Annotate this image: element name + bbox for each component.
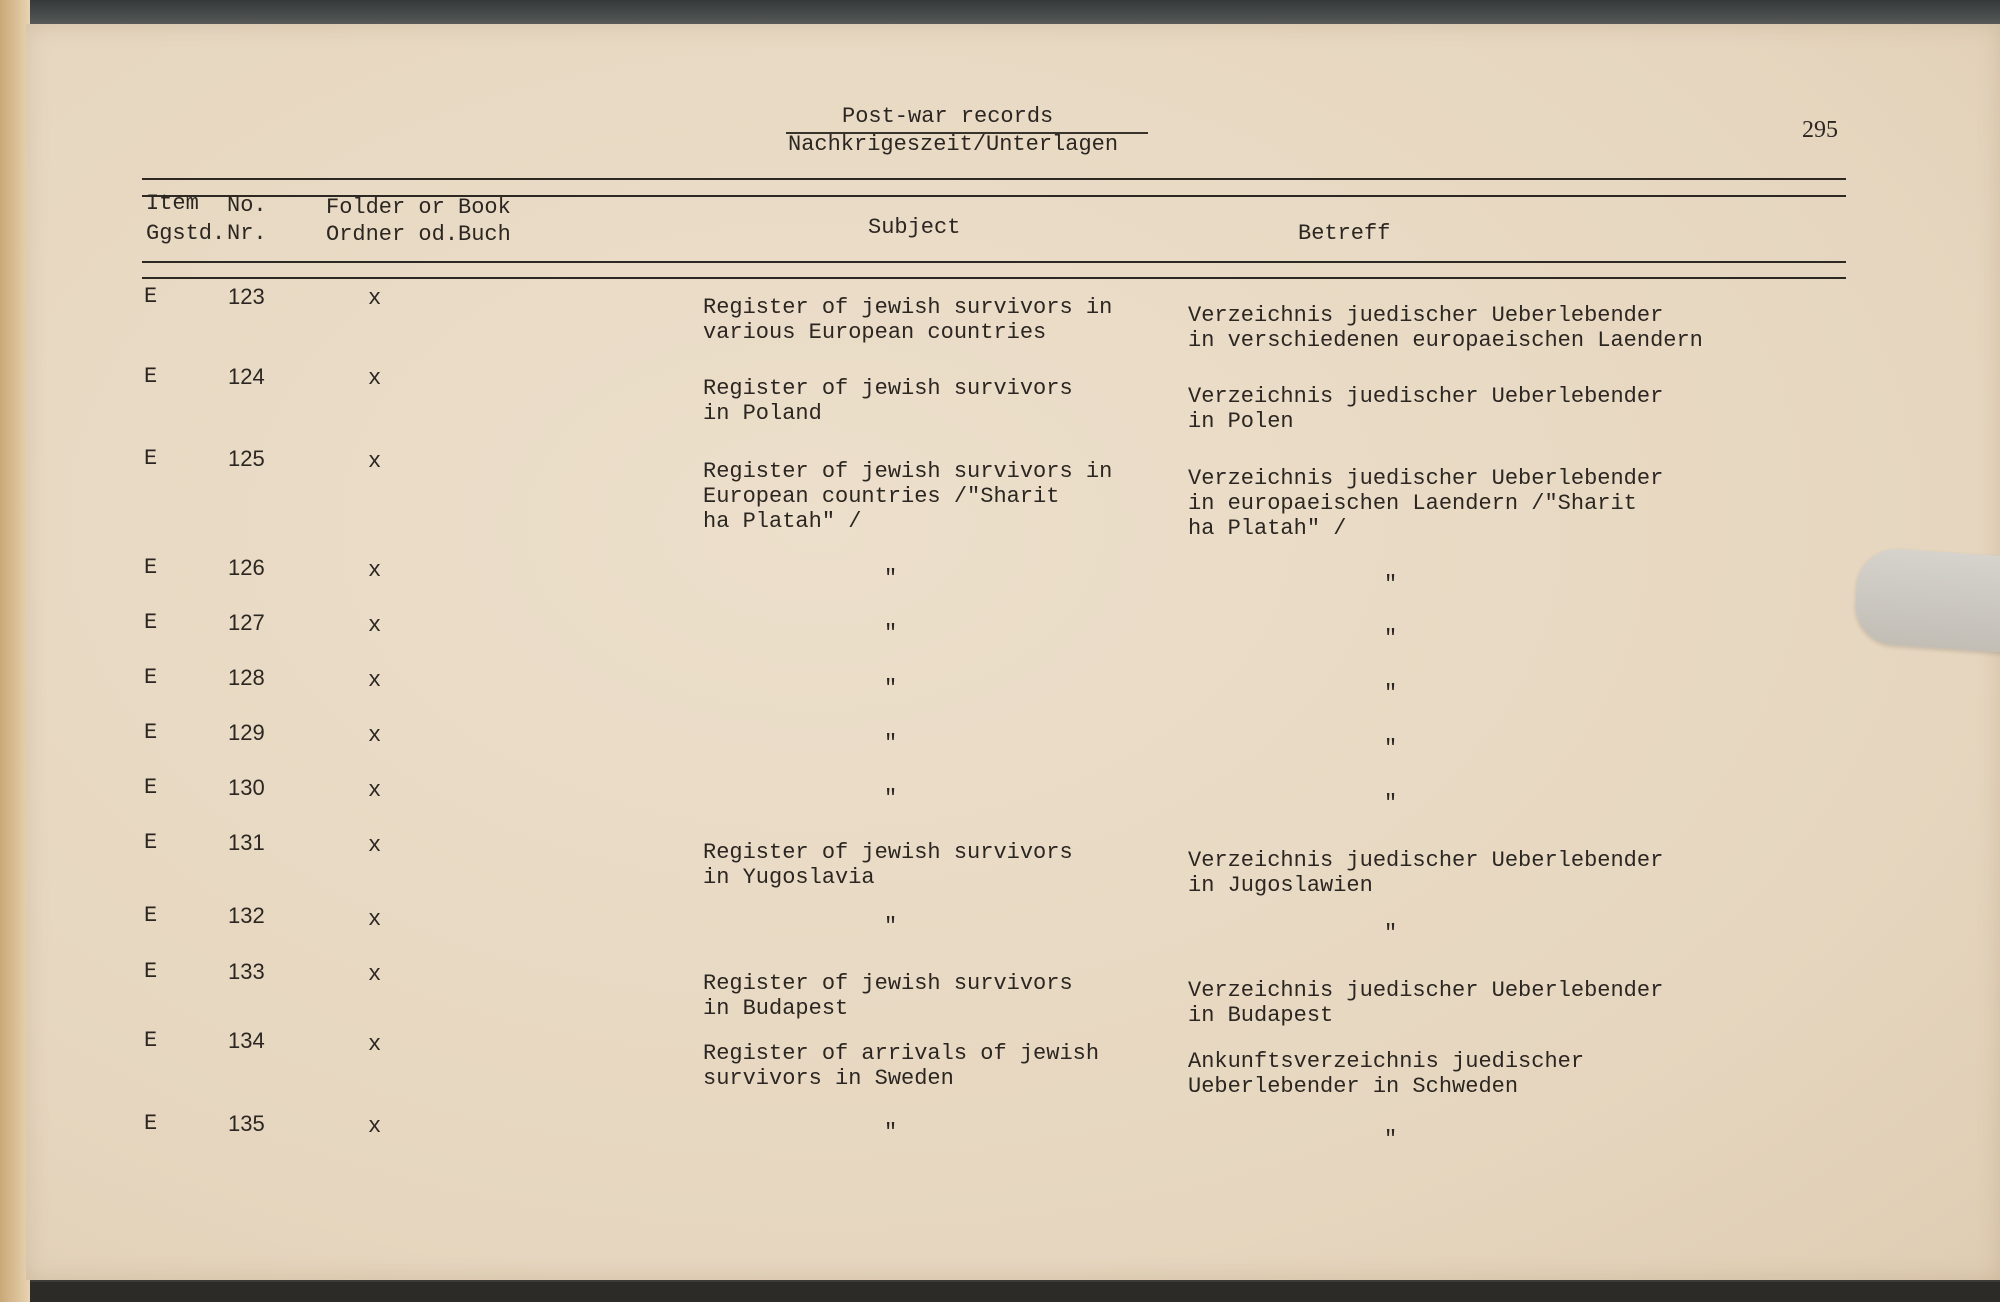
row-item: E [144, 446, 158, 471]
page-number: 295 [1802, 117, 1838, 143]
row-subject-ditto: " [884, 731, 898, 756]
column-header-no: No. [227, 193, 267, 218]
row-betreff-ditto: " [1384, 1127, 1398, 1152]
row-item: E [144, 720, 158, 745]
row-folder-mark: x [368, 723, 382, 748]
title-english: Post-war records [842, 104, 1054, 129]
row-folder-mark: x [368, 449, 382, 474]
column-header-folder: Folder or Book [326, 195, 511, 220]
column-header-subject: Subject [868, 215, 961, 240]
row-folder-mark: x [368, 907, 382, 932]
row-betreff: Ankunftsverzeichnis juedischer Ueberlebender in Schweden [1188, 1049, 1585, 1099]
row-betreff: Verzeichnis juedischer Ueberlebender in Polen [1188, 384, 1664, 434]
row-folder-mark: x [368, 366, 382, 391]
row-number: 128 [228, 665, 265, 690]
scanner-background-bottom [0, 1282, 2000, 1302]
row-number: 126 [228, 555, 265, 580]
row-betreff: Verzeichnis juedischer Ueberlebender in Budapest [1188, 978, 1664, 1028]
row-folder-mark: x [368, 833, 382, 858]
row-item: E [144, 665, 158, 690]
row-subject-ditto: " [884, 914, 898, 939]
row-betreff: Verzeichnis juedischer Ueberlebender in verschiedenen europaeischen Laendern [1188, 303, 1703, 353]
row-folder-mark: x [368, 962, 382, 987]
row-folder-mark: x [368, 613, 382, 638]
row-subject: Register of jewish survivors in Yugoslavia [703, 840, 1073, 890]
row-subject-ditto: " [884, 566, 898, 591]
row-subject: Register of arrivals of jewish survivors in Sweden [703, 1041, 1100, 1091]
row-folder-mark: x [368, 1114, 382, 1139]
paper-clip [1853, 546, 2000, 654]
row-item: E [144, 830, 158, 855]
row-subject-ditto: " [884, 676, 898, 701]
row-item: E [144, 610, 158, 635]
row-item: E [144, 1111, 158, 1136]
row-item: E [144, 555, 158, 580]
header-bottom-rule-thin [142, 261, 1846, 263]
row-number: 123 [228, 284, 265, 309]
row-number: 132 [228, 903, 265, 928]
row-subject: Register of jewish survivors in European countries /"Sharit ha Platah" / [703, 459, 1113, 534]
row-folder-mark: x [368, 286, 382, 311]
row-number: 133 [228, 959, 265, 984]
row-betreff-ditto: " [1384, 736, 1398, 761]
row-betreff-ditto: " [1384, 791, 1398, 816]
row-number: 131 [228, 830, 265, 855]
column-header-item-de: Ggstd. [146, 221, 226, 246]
row-folder-mark: x [368, 1032, 382, 1057]
row-betreff-ditto: " [1384, 681, 1398, 706]
row-number: 125 [228, 446, 265, 471]
table-top-rule-thin [142, 178, 1846, 180]
title-german: Nachkrigeszeit/Unterlagen [788, 132, 1119, 157]
row-number: 135 [228, 1111, 265, 1136]
row-number: 124 [228, 364, 265, 389]
header-bottom-rule [142, 277, 1846, 279]
column-header-no-de: Nr. [227, 221, 267, 246]
row-item: E [144, 364, 158, 389]
row-subject: Register of jewish survivors in Budapest [703, 971, 1073, 1021]
row-item: E [144, 775, 158, 800]
row-subject-ditto: " [884, 1120, 898, 1145]
row-folder-mark: x [368, 558, 382, 583]
row-number: 129 [228, 720, 265, 745]
row-betreff-ditto: " [1384, 626, 1398, 651]
row-number: 134 [228, 1028, 265, 1053]
row-subject-ditto: " [884, 621, 898, 646]
row-betreff-ditto: " [1384, 921, 1398, 946]
row-betreff: Verzeichnis juedischer Ueberlebender in Jugoslawien [1188, 848, 1664, 898]
column-header-folder-de: Ordner od.Buch [326, 222, 511, 247]
column-header-item: Item [146, 191, 199, 216]
row-betreff: Verzeichnis juedischer Ueberlebender in europaeischen Laendern /"Sharit ha Platah" / [1188, 466, 1664, 541]
document-page [26, 24, 2000, 1280]
column-header-betreff: Betreff [1298, 221, 1391, 246]
row-folder-mark: x [368, 778, 382, 803]
row-item: E [144, 1028, 158, 1053]
row-item: E [144, 903, 158, 928]
row-betreff-ditto: " [1384, 572, 1398, 597]
row-number: 127 [228, 610, 265, 635]
row-subject: Register of jewish survivors in Poland [703, 376, 1073, 426]
row-number: 130 [228, 775, 265, 800]
row-subject-ditto: " [884, 786, 898, 811]
row-folder-mark: x [368, 668, 382, 693]
row-subject: Register of jewish survivors in various European countries [703, 295, 1113, 345]
row-item: E [144, 959, 158, 984]
row-item: E [144, 284, 158, 309]
